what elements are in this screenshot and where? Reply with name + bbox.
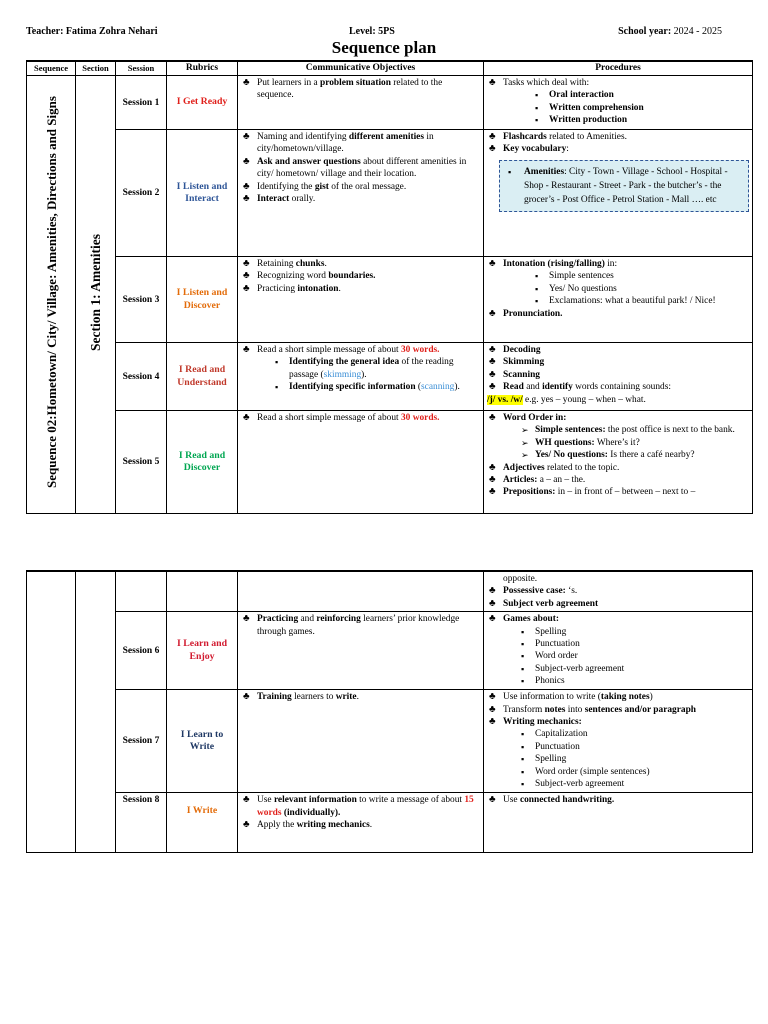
- session-2: Session 2: [116, 130, 167, 257]
- list-item: ♣ Training learners to write.: [241, 691, 480, 703]
- list-item: ♣ Games about: ▪ Spelling ▪ Punctuation ▪ Word order ▪ Subject-verb agreement ▪ Phonics: [487, 613, 749, 687]
- vocabulary-box: [499, 160, 749, 212]
- section-title: Section 1: Amenities: [88, 233, 103, 351]
- list-item: ♣ Flashcards related to Amenities.: [487, 131, 749, 143]
- objectives-4: [238, 343, 484, 411]
- list-item: ▪ Capitalization: [519, 728, 749, 740]
- list-item: ♣ Transform notes into sentences and/or paragraph: [487, 704, 749, 716]
- rubric-6: I Learn and Enjoy: [167, 612, 238, 690]
- list-item: ♣ Read a short simple message of about 30 words.: [241, 412, 480, 424]
- col-rubrics: Rubrics: [167, 61, 238, 76]
- session-3: Session 3: [116, 257, 167, 343]
- list-item: ▪ Punctuation: [519, 741, 749, 753]
- list-item: ▪ Identifying specific information (scanning).: [273, 381, 480, 393]
- objectives-cell-empty: [238, 571, 484, 612]
- list-item: ▪ Amenities: City - Town - Village - School - Hospital - Shop - Restaurant - Street - Park - the butcher’s - the grocer’s - Post Office - Petrol Station - Mall …. etc: [506, 165, 742, 207]
- list-item: ♣ Tasks which deal with: ▪ Oral interaction ▪ Written comprehension ▪ Written production: [487, 77, 749, 127]
- rubric-1: I Get Ready: [167, 76, 238, 130]
- sequence-cell: [27, 76, 76, 514]
- table-row: [27, 343, 753, 411]
- sequence-plan-table-part-2: [26, 570, 753, 853]
- teacher-name: Teacher: Fatima Zohra Nehari: [26, 26, 158, 37]
- list-item: ♣ Use relevant information to write a message of about 15 words (individually).: [241, 794, 480, 819]
- procedures-2: [484, 130, 753, 257]
- list-item: ♣ Interact orally.: [241, 193, 480, 205]
- session-4: Session 4: [116, 343, 167, 411]
- list-item: ▪ Written production: [533, 114, 749, 126]
- list-item: ♣ Put learners in a problem situation related to the sequence.: [241, 77, 480, 102]
- section-cell-continued: [76, 571, 116, 853]
- procedures-5: [484, 411, 753, 514]
- list-item: ♣ Practicing intonation.: [241, 283, 480, 295]
- school-year: School year: 2024 - 2025: [618, 26, 722, 37]
- list-item: ▪ Subject-verb agreement: [519, 778, 749, 790]
- session-cell-empty: [116, 571, 167, 612]
- list-item: ▪ Word order (simple sentences): [519, 766, 749, 778]
- list-item: ♣ Use connected handwriting.: [487, 794, 749, 806]
- session-8: Session 8: [116, 793, 167, 853]
- list-item: ♣ Retaining chunks.: [241, 258, 480, 270]
- continued-text: opposite.: [503, 574, 538, 584]
- list-item: ♣ Recognizing word boundaries.: [241, 270, 480, 282]
- sequence-plan-table-part-1: [26, 60, 753, 514]
- rubric-8: I Write: [167, 793, 238, 853]
- list-item: ▪ Spelling: [519, 626, 749, 638]
- table-row: [27, 571, 753, 612]
- table-row: [27, 130, 753, 257]
- list-item: ♣ Articles: a – an – the.: [487, 474, 749, 486]
- list-item: ▪ Punctuation: [519, 638, 749, 650]
- list-item: ▪ Word order: [519, 650, 749, 662]
- list-item: ▪ Phonics: [519, 675, 749, 687]
- session-5: Session 5: [116, 411, 167, 514]
- list-item: ♣ Scanning: [487, 369, 749, 381]
- list-item: ♣ Key vocabulary:: [487, 143, 749, 155]
- list-item: ♣ Prepositions: in – in front of – between – next to –: [487, 486, 749, 498]
- col-section: Section: [76, 61, 116, 76]
- table-row: [27, 76, 753, 130]
- col-procedures: Procedures: [484, 61, 753, 76]
- objectives-3: [238, 257, 484, 343]
- list-item: ▪ Identifying the general idea of the reading passage (skimming).: [273, 356, 480, 381]
- col-session: Session: [116, 61, 167, 76]
- procedures-6: [484, 612, 753, 690]
- list-item: ♣ Read and identify words containing sounds:: [487, 381, 749, 393]
- objectives-8: [238, 793, 484, 853]
- sequence-title: Sequence 02:Hometown/ City/ Village: Amenities, Directions and Signs: [43, 96, 59, 489]
- list-item: ▪ Subject-verb agreement: [519, 663, 749, 675]
- list-item: ▪ Oral interaction: [533, 89, 749, 101]
- session-6: Session 6: [116, 612, 167, 690]
- list-item: ♣ Use information to write (taking notes): [487, 691, 749, 703]
- procedures-5-continued: [484, 571, 753, 612]
- sequence-cell-continued: [27, 571, 76, 853]
- sound-example: /j/ vs. /w/ e.g. yes – young – when – what.: [487, 394, 646, 405]
- list-item: ♣ Ask and answer questions about different amenities in city/ hometown/ village and their location.: [241, 156, 480, 181]
- objectives-6: [238, 612, 484, 690]
- list-item: ➢ Simple sentences: the post office is next to the bank.: [519, 424, 749, 436]
- procedures-7: [484, 690, 753, 793]
- list-item: ♣ Skimming: [487, 356, 749, 368]
- list-item: ♣ Adjectives related to the topic.: [487, 462, 749, 474]
- table-row: [27, 612, 753, 690]
- rubric-3: I Listen and Discover: [167, 257, 238, 343]
- list-item: ♣ Subject verb agreement: [487, 598, 749, 610]
- procedures-8: [484, 793, 753, 853]
- list-item: ➢ WH questions: Where’s it?: [519, 437, 749, 449]
- list-item: ♣ Decoding: [487, 344, 749, 356]
- page-title: Sequence plan: [331, 38, 437, 57]
- level-label: Level: 5PS: [349, 26, 395, 37]
- table-row: [27, 690, 753, 793]
- objectives-1: [238, 76, 484, 130]
- procedures-3: [484, 257, 753, 343]
- list-item: ♣ Naming and identifying different amenities in city/hometown/village.: [241, 131, 480, 156]
- list-item: ♣ Possessive case: ‘s.: [487, 585, 749, 597]
- col-sequence: Sequence: [27, 61, 76, 76]
- rubric-cell-empty: [167, 571, 238, 612]
- objectives-7: [238, 690, 484, 793]
- objectives-2: [238, 130, 484, 257]
- list-item: ♣ Pronunciation.: [487, 308, 749, 320]
- table-row: [27, 411, 753, 514]
- list-item: ▪ Exclamations: what a beautiful park! / Nice!: [533, 295, 749, 307]
- table-row: [27, 793, 753, 853]
- list-item: ▪ Written comprehension: [533, 102, 749, 114]
- list-item: ♣ Apply the writing mechanics.: [241, 819, 480, 831]
- procedures-1: [484, 76, 753, 130]
- list-item: ♣ Read a short simple message of about 30 words. ▪ Identifying the general idea of the reading passage (skimming). ▪ Identifying specific information (scanning).: [241, 344, 480, 394]
- table-row: [27, 257, 753, 343]
- session-7: Session 7: [116, 690, 167, 793]
- list-item: ♣ Practicing and reinforcing learners’ prior knowledge through games.: [241, 613, 480, 638]
- procedures-4: [484, 343, 753, 411]
- list-item: ▪ Yes/ No questions: [533, 283, 749, 295]
- list-item: ➢ Yes/ No questions: Is there a café nearby?: [519, 449, 749, 461]
- objectives-5: [238, 411, 484, 514]
- col-objectives: Communicative Objectives: [238, 61, 484, 76]
- list-item: ♣ Identifying the gist of the oral message.: [241, 181, 480, 193]
- list-item: ▪ Simple sentences: [533, 270, 749, 282]
- session-1: Session 1: [116, 76, 167, 130]
- list-item: ♣ Intonation (rising/falling) in: ▪ Simple sentences ▪ Yes/ No questions ▪ Exclamations: what a beautiful park! / Nice!: [487, 258, 749, 308]
- list-item: ▪ Spelling: [519, 753, 749, 765]
- rubric-4: I Read and Understand: [167, 343, 238, 411]
- list-item: ♣ Writing mechanics: ▪ Capitalization ▪ Punctuation ▪ Spelling ▪ Word order (simple sentences) ▪ Subject-verb agreement: [487, 716, 749, 790]
- rubric-5: I Read and Discover: [167, 411, 238, 514]
- rubric-2: I Listen and Interact: [167, 130, 238, 257]
- list-item: ♣ Word Order in: ➢ Simple sentences: the post office is next to the bank. ➢ WH questions: Where’s it? ➢ Yes/ No questions: Is there a café nearby?: [487, 412, 749, 462]
- rubric-7: I Learn to Write: [167, 690, 238, 793]
- section-cell: [76, 76, 116, 514]
